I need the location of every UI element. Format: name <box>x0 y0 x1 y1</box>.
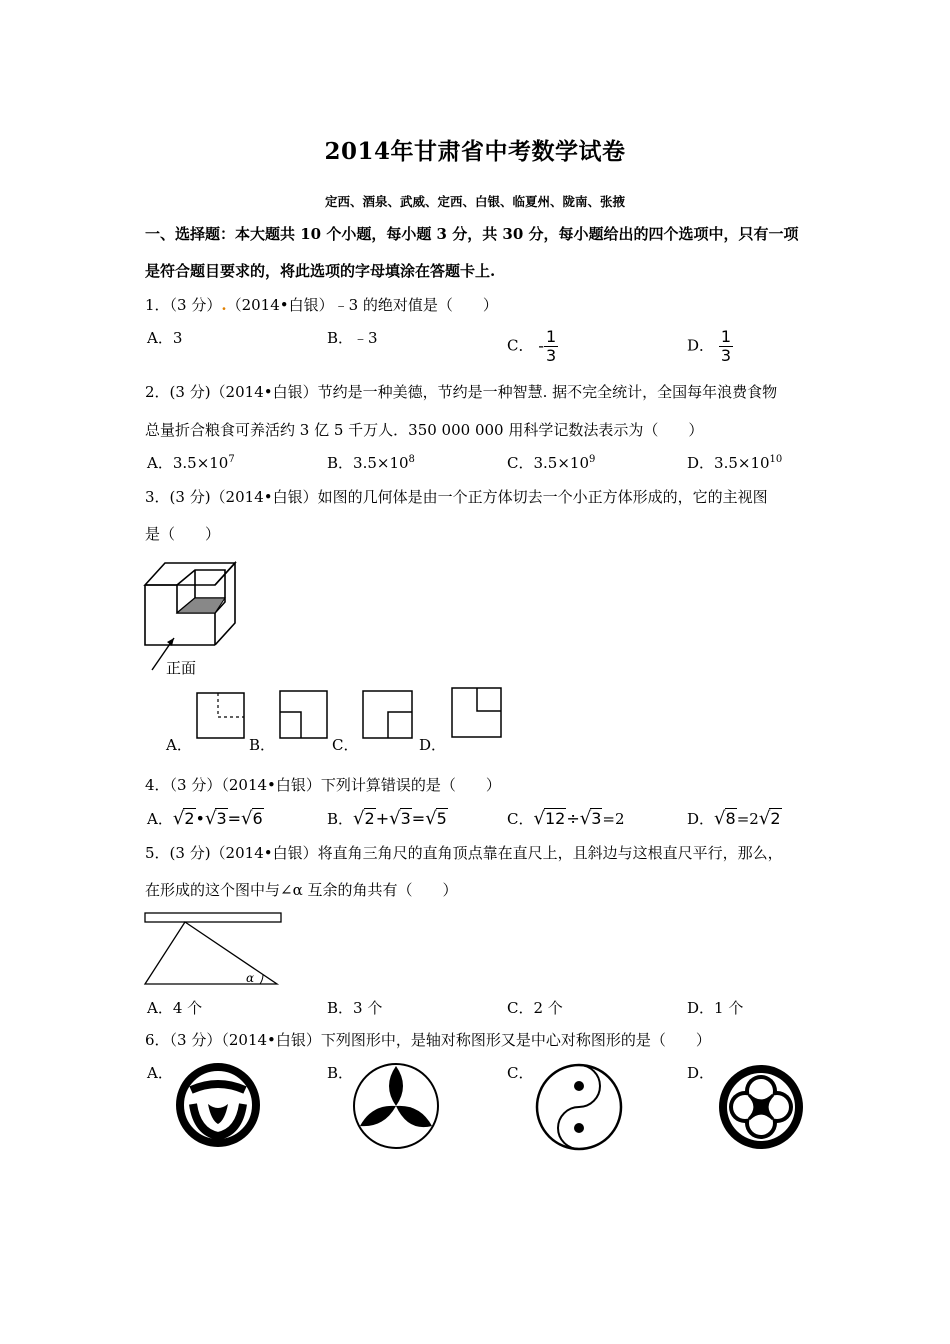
q2-a-base: A．3.5×10 <box>147 454 229 472</box>
q2-d-exponent: 10 <box>769 454 783 465</box>
question-6: 6．（3 分）（2014•白银）下列图形中，是轴对称图形又是中心对称图形的是（ ） <box>145 1031 711 1049</box>
q6-option-c-yin-yang <box>534 1062 624 1152</box>
q2-b-base: B．3.5×10 <box>327 454 409 472</box>
q2-c-base: C．3.5×10 <box>507 454 589 472</box>
q1-c-label: C． <box>507 336 534 355</box>
question-5-line1: 5．(3 分)（2014•白银）将直角三角尺的直角顶点靠在直尺上，且斜边与这根直尺平行，那么， <box>145 844 783 862</box>
q6-option-c-label: C． <box>507 1064 534 1082</box>
question-2-line2: 总量折合粮食可养活约 3 亿 5 千万人．350 000 000 用科学记数法表示为（ ） <box>145 421 704 439</box>
q4-a-equals: = <box>227 809 242 828</box>
q4-a-radicand-1: 2 <box>184 809 195 828</box>
q3-option-c-figure <box>362 690 414 740</box>
q5-option-b: B．3 个 <box>327 999 383 1017</box>
q2-option-c <box>507 453 595 473</box>
q3-option-c-label: C． <box>332 736 359 754</box>
q1-option-a: A．3 <box>147 329 183 347</box>
q3-option-d-label: D． <box>419 736 447 754</box>
ruler-triangle-figure <box>142 910 284 988</box>
q5-option-d: D．1 个 <box>687 999 744 1017</box>
q4-c-result: =2 <box>602 810 625 828</box>
q2-d-base: D．3.5×10 <box>687 454 770 472</box>
q6-option-a-emblem <box>175 1062 261 1148</box>
q1-c-sign: - <box>538 336 545 356</box>
page-title: 2014年甘肃省中考数学试卷 <box>324 138 626 165</box>
q4-option-d: D．√8=2√2 <box>687 808 781 829</box>
section-instructions-line1: 一、选择题：本大题共 10 个小题，每小题 3 分，共 30 分，每小题给出的四个选项中，只有一项 <box>145 225 799 243</box>
alpha-label: α <box>246 971 255 985</box>
q4-b-radicand-3: 5 <box>436 809 447 828</box>
question-4: 4．（3 分）（2014•白银）下列计算错误的是（ ） <box>145 776 501 794</box>
q1-marker: . <box>221 296 227 314</box>
q1-c-denominator: 3 <box>546 346 557 365</box>
q4-b-radicand-1: 2 <box>364 809 375 828</box>
q1-text: （2014•白银）﹣3 的绝对值是（ ） <box>226 296 498 314</box>
q3-option-b-label: B． <box>249 736 276 754</box>
q1-option-d <box>687 328 733 365</box>
q6-option-a-label: A． <box>147 1064 173 1082</box>
q1-option-b: B．﹣3 <box>327 329 378 347</box>
q2-option-a <box>147 453 235 473</box>
q4-b-radicand-2: 3 <box>400 809 411 828</box>
q4-b-equals: = <box>411 809 426 828</box>
front-label: 正面 <box>166 659 197 677</box>
q4-d-radicand-2: 2 <box>770 809 781 828</box>
q4-option-b: B．√2+√3=√5 <box>327 808 447 829</box>
q4-c-radicand-2: 3 <box>591 809 602 828</box>
q3-option-a-label: A． <box>166 736 192 754</box>
q6-option-d-emblem <box>716 1062 806 1152</box>
q4-b-operator: + <box>375 809 390 828</box>
q4-a-operator: • <box>195 809 205 828</box>
q4-d-label: D． <box>687 810 715 828</box>
q4-c-label: C． <box>507 810 534 828</box>
q2-a-exponent: 7 <box>228 454 235 465</box>
q4-c-operator: ÷ <box>566 809 580 828</box>
q1-d-numerator: 1 <box>720 327 731 346</box>
q6-option-b-label: B． <box>327 1064 354 1082</box>
q2-option-d <box>687 453 782 473</box>
page-subtitle: 定西、酒泉、武威、定西、白银、临夏州、陇南、张掖 <box>324 194 625 209</box>
q4-option-c: C．√12÷√3=2 <box>507 808 625 829</box>
ruler <box>145 913 281 922</box>
question-1 <box>145 295 498 315</box>
q1-d-fraction <box>719 328 733 365</box>
triangle <box>145 922 277 984</box>
section-instructions-line2: 是符合题目要求的，将此选项的字母填涂在答题卡上. <box>145 262 496 280</box>
q1-prefix: 1．（3 分） <box>145 296 222 314</box>
q2-option-b <box>327 453 415 473</box>
q1-c-numerator: 1 <box>546 327 557 346</box>
q4-a-radicand-3: 6 <box>252 809 263 828</box>
question-3-line2: 是（ ） <box>145 525 221 543</box>
q1-d-denominator: 3 <box>720 346 731 365</box>
q6-option-d-label: D． <box>687 1064 715 1082</box>
q6-option-b-emblem <box>352 1062 440 1150</box>
question-3-line1: 3．(3 分)（2014•白银）如图的几何体是由一个正方体切去一个小正方体形成的，它的主视图 <box>145 488 768 506</box>
question-5-line2: 在形成的这个图中与∠α 互余的角共有（ ） <box>145 881 458 899</box>
q5-option-c: C．2 个 <box>507 999 563 1017</box>
q4-d-equals: =2 <box>736 810 759 828</box>
q5-option-a: A．4 个 <box>147 999 203 1017</box>
q3-option-a-figure <box>196 692 246 740</box>
question-2-line1: 2．(3 分)（2014•白银）节约是一种美德，节约是一种智慧. 据不完全统计，全国每年浪费食物 <box>145 383 778 401</box>
q2-c-exponent: 9 <box>589 454 596 465</box>
q1-d-label: D． <box>687 336 715 355</box>
q1-c-fraction <box>544 328 558 365</box>
q3-option-b-figure <box>279 690 329 740</box>
q1-option-c <box>507 328 558 365</box>
q4-c-radicand-1: 12 <box>544 809 566 828</box>
q4-d-radicand-1: 8 <box>725 809 736 828</box>
q3-option-d-figure <box>451 687 503 739</box>
q2-b-exponent: 8 <box>408 454 415 465</box>
q4-option-a: A．√2•√3=√6 <box>147 808 263 829</box>
q4-a-label: A． <box>147 810 173 828</box>
q4-b-label: B． <box>327 810 354 828</box>
q4-a-radicand-2: 3 <box>216 809 227 828</box>
